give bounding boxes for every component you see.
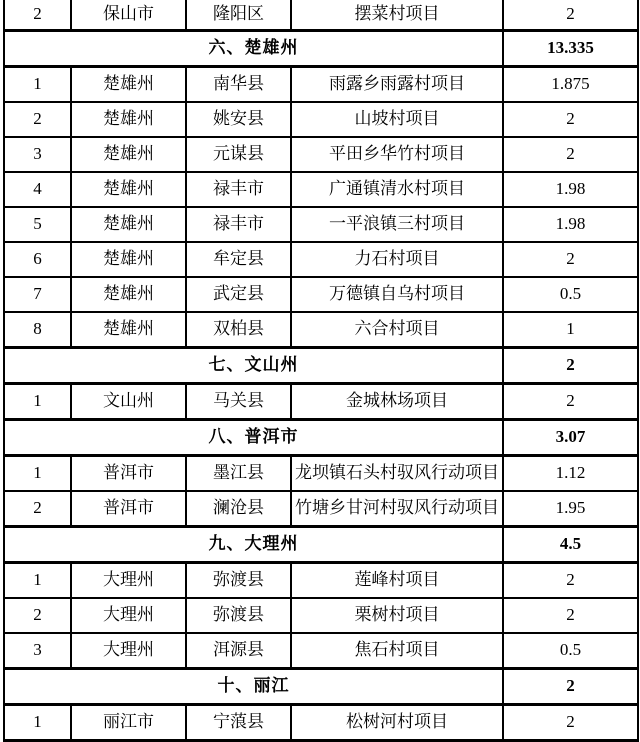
table-row (4, 456, 638, 492)
cell-city: 楚雄州 (71, 312, 186, 348)
cell-project: 广通镇清水村项目 (291, 172, 503, 207)
cell-city: 楚雄州 (71, 67, 186, 103)
cell-project: 平田乡华竹村项目 (291, 137, 503, 172)
table-row (4, 563, 638, 599)
cell-project: 竹塘乡甘河村驭风行动项目 (291, 491, 503, 527)
cell-county: 南华县 (186, 67, 291, 103)
section-total: 2 (503, 348, 638, 384)
cell-value: 1.12 (503, 456, 638, 492)
cell-value: 1.95 (503, 491, 638, 527)
table-row (4, 0, 638, 31)
cell-city: 保山市 (71, 0, 186, 31)
cell-number: 2 (4, 102, 71, 137)
cell-county: 牟定县 (186, 242, 291, 277)
table-row (4, 277, 638, 312)
cell-city: 楚雄州 (71, 207, 186, 242)
cell-city: 楚雄州 (71, 172, 186, 207)
section-label: 六、楚雄州 (4, 31, 503, 67)
cell-value: 2 (503, 384, 638, 420)
section-row (4, 31, 638, 67)
section-total: 2 (503, 669, 638, 705)
table-row (4, 598, 638, 633)
cell-county: 洱源县 (186, 633, 291, 669)
cell-county: 武定县 (186, 277, 291, 312)
cell-city: 大理州 (71, 598, 186, 633)
table-row (4, 102, 638, 137)
table-row (4, 312, 638, 348)
cell-number: 7 (4, 277, 71, 312)
section-row (4, 527, 638, 563)
table-row (4, 137, 638, 172)
cell-project: 雨露乡雨露村项目 (291, 67, 503, 103)
cell-county: 墨江县 (186, 456, 291, 492)
cell-project: 万德镇自乌村项目 (291, 277, 503, 312)
cell-number: 1 (4, 384, 71, 420)
cell-number: 2 (4, 0, 71, 31)
cell-project: 六合村项目 (291, 312, 503, 348)
table-row (4, 172, 638, 207)
cell-value: 0.5 (503, 277, 638, 312)
cell-number: 3 (4, 633, 71, 669)
cell-number: 5 (4, 207, 71, 242)
cell-number: 6 (4, 242, 71, 277)
cell-county: 姚安县 (186, 102, 291, 137)
cell-number: 8 (4, 312, 71, 348)
section-label: 九、大理州 (4, 527, 503, 563)
cell-value: 1.98 (503, 207, 638, 242)
cell-value: 2 (503, 102, 638, 137)
cell-county: 隆阳区 (186, 0, 291, 31)
cell-project: 金城林场项目 (291, 384, 503, 420)
cell-value: 1 (503, 312, 638, 348)
table-row (4, 384, 638, 420)
table-row (4, 207, 638, 242)
cell-county: 澜沧县 (186, 491, 291, 527)
cell-number: 1 (4, 563, 71, 599)
cell-city: 普洱市 (71, 491, 186, 527)
cell-project: 山坡村项目 (291, 102, 503, 137)
cell-county: 弥渡县 (186, 598, 291, 633)
cell-value: 0.5 (503, 633, 638, 669)
cell-county: 宁蒗县 (186, 705, 291, 741)
cell-city: 楚雄州 (71, 242, 186, 277)
cell-value: 1.98 (503, 172, 638, 207)
section-total: 4.5 (503, 527, 638, 563)
cell-county: 双柏县 (186, 312, 291, 348)
cell-county: 弥渡县 (186, 563, 291, 599)
cell-number: 3 (4, 137, 71, 172)
cell-project: 焦石村项目 (291, 633, 503, 669)
cell-value: 2 (503, 0, 638, 31)
cell-value: 2 (503, 598, 638, 633)
cell-city: 丽江市 (71, 705, 186, 741)
cell-number: 1 (4, 67, 71, 103)
cell-project: 摆菜村项目 (291, 0, 503, 31)
cell-county: 马关县 (186, 384, 291, 420)
section-row (4, 420, 638, 456)
section-row (4, 669, 638, 705)
cell-number: 2 (4, 491, 71, 527)
section-label: 十、丽江 (4, 669, 503, 705)
cell-project: 莲峰村项目 (291, 563, 503, 599)
cell-value: 2 (503, 563, 638, 599)
cell-city: 大理州 (71, 563, 186, 599)
cell-county: 禄丰市 (186, 207, 291, 242)
cell-county: 元谋县 (186, 137, 291, 172)
cell-city: 大理州 (71, 633, 186, 669)
table-row (4, 705, 638, 741)
cell-value: 2 (503, 705, 638, 741)
cell-value: 1.875 (503, 67, 638, 103)
section-label: 七、文山州 (4, 348, 503, 384)
table-row (4, 633, 638, 669)
cell-city: 楚雄州 (71, 137, 186, 172)
cell-project: 一平浪镇三村项目 (291, 207, 503, 242)
cell-county: 禄丰市 (186, 172, 291, 207)
section-total: 13.335 (503, 31, 638, 67)
cell-city: 普洱市 (71, 456, 186, 492)
project-table-body (4, 0, 638, 741)
table-row (4, 491, 638, 527)
section-label: 八、普洱市 (4, 420, 503, 456)
cell-number: 2 (4, 598, 71, 633)
section-row (4, 348, 638, 384)
cell-city: 楚雄州 (71, 102, 186, 137)
cell-project: 栗树村项目 (291, 598, 503, 633)
cell-number: 4 (4, 172, 71, 207)
cell-value: 2 (503, 242, 638, 277)
cell-number: 1 (4, 456, 71, 492)
cell-project: 力石村项目 (291, 242, 503, 277)
project-table (3, 0, 639, 742)
section-total: 3.07 (503, 420, 638, 456)
table-row (4, 242, 638, 277)
cell-project: 龙坝镇石头村驭风行动项目 (291, 456, 503, 492)
cell-value: 2 (503, 137, 638, 172)
table-row (4, 67, 638, 103)
cell-project: 松树河村项目 (291, 705, 503, 741)
cell-number: 1 (4, 705, 71, 741)
cell-city: 文山州 (71, 384, 186, 420)
cell-city: 楚雄州 (71, 277, 186, 312)
